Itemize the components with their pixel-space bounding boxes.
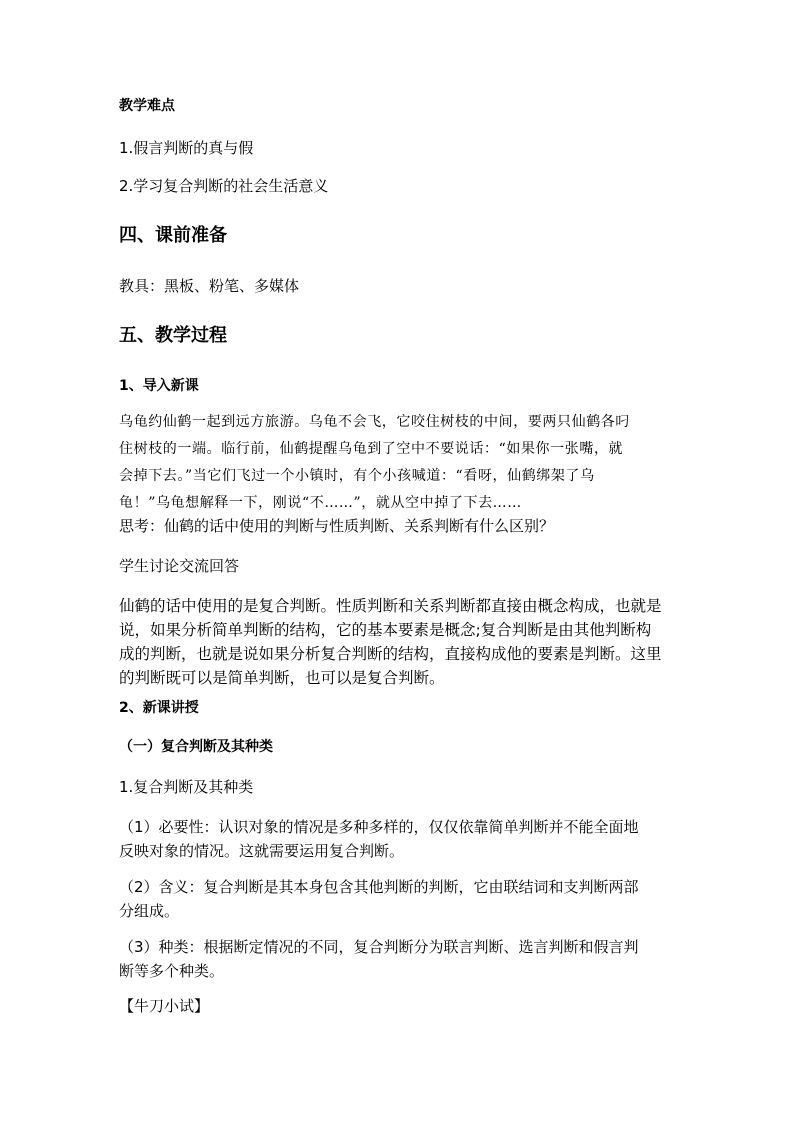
story-line: 住树枝的一端。临行前，仙鹤提醒乌龟到了空中不要说话：“如果你一张嘴，就 bbox=[119, 441, 624, 457]
item-1-paragraph bbox=[119, 815, 675, 863]
story-line: 乌龟约仙鹤一起到远方旅游。乌龟不会飞，它咬住树枝的中间，要两只仙鹤各叼 bbox=[119, 414, 630, 430]
exercise-label: 【牛刀小试】 bbox=[119, 997, 210, 1015]
answer-line: 仙鹤的话中使用的是复合判断。性质判断和关系判断都直接由概念构成，也就是 bbox=[119, 597, 662, 615]
answer-paragraph bbox=[119, 594, 675, 690]
item-line: （2）含义：复合判断是其本身包含其他判断的判断，它由联结词和支判断两部 bbox=[119, 878, 639, 896]
item-line: 反映对象的情况。这就需要运用复合判断。 bbox=[119, 842, 405, 860]
answer-line: 的判断既可以是简单判断，也可以是复合判断。 bbox=[119, 669, 445, 687]
discussion-line: 学生讨论交流回答 bbox=[119, 557, 240, 575]
item-line: （1）必要性：认识对象的情况是多种多样的，仅仅依靠简单判断并不能全面地 bbox=[119, 818, 639, 836]
answer-line: 成的判断，也就是说如果分析复合判断的结构，直接构成他的要素是判断。这里 bbox=[119, 645, 662, 663]
section-5-title: 五、教学过程 bbox=[119, 325, 227, 346]
point-1-line: 1.复合判断及其种类 bbox=[119, 778, 254, 796]
step-1-title: 1、导入新课 bbox=[119, 378, 199, 394]
difficulty-item-2: 2.学习复合判断的社会生活意义 bbox=[119, 177, 329, 195]
answer-line: 说，如果分析简单判断的结构，它的基本要素是概念;复合判断是由其他判断构 bbox=[119, 621, 652, 639]
story-paragraph bbox=[119, 409, 675, 517]
tools-line: 教具：黑板、粉笔、多媒体 bbox=[119, 277, 300, 295]
story-line: 龟！”乌龟想解释一下，刚说“不……”，就从空中掉了下去…… bbox=[119, 495, 522, 511]
step-2-title: 2、新课讲授 bbox=[119, 700, 199, 716]
section-4-title: 四、课前准备 bbox=[119, 225, 227, 246]
difficulty-item-1: 1.假言判断的真与假 bbox=[119, 139, 254, 157]
item-2-paragraph bbox=[119, 875, 675, 923]
story-line: 会掉下去。”当它们飞过一个小镇时，有个小孩喊道：“看呀，仙鹤绑架了乌 bbox=[119, 468, 595, 484]
difficulty-heading: 教学难点 bbox=[119, 98, 175, 114]
item-line: （3）种类：根据断定情况的不同，复合判断分为联言判断、选言判断和假言判 bbox=[119, 938, 639, 956]
item-line: 断等多个种类。 bbox=[119, 962, 225, 980]
item-line: 分组成。 bbox=[119, 902, 180, 920]
question-line: 思考：仙鹤的话中使用的判断与性质判断、关系判断有什么区别？ bbox=[119, 517, 555, 535]
item-3-paragraph bbox=[119, 935, 675, 983]
subsection-1-title: （一）复合判断及其种类 bbox=[119, 739, 273, 755]
